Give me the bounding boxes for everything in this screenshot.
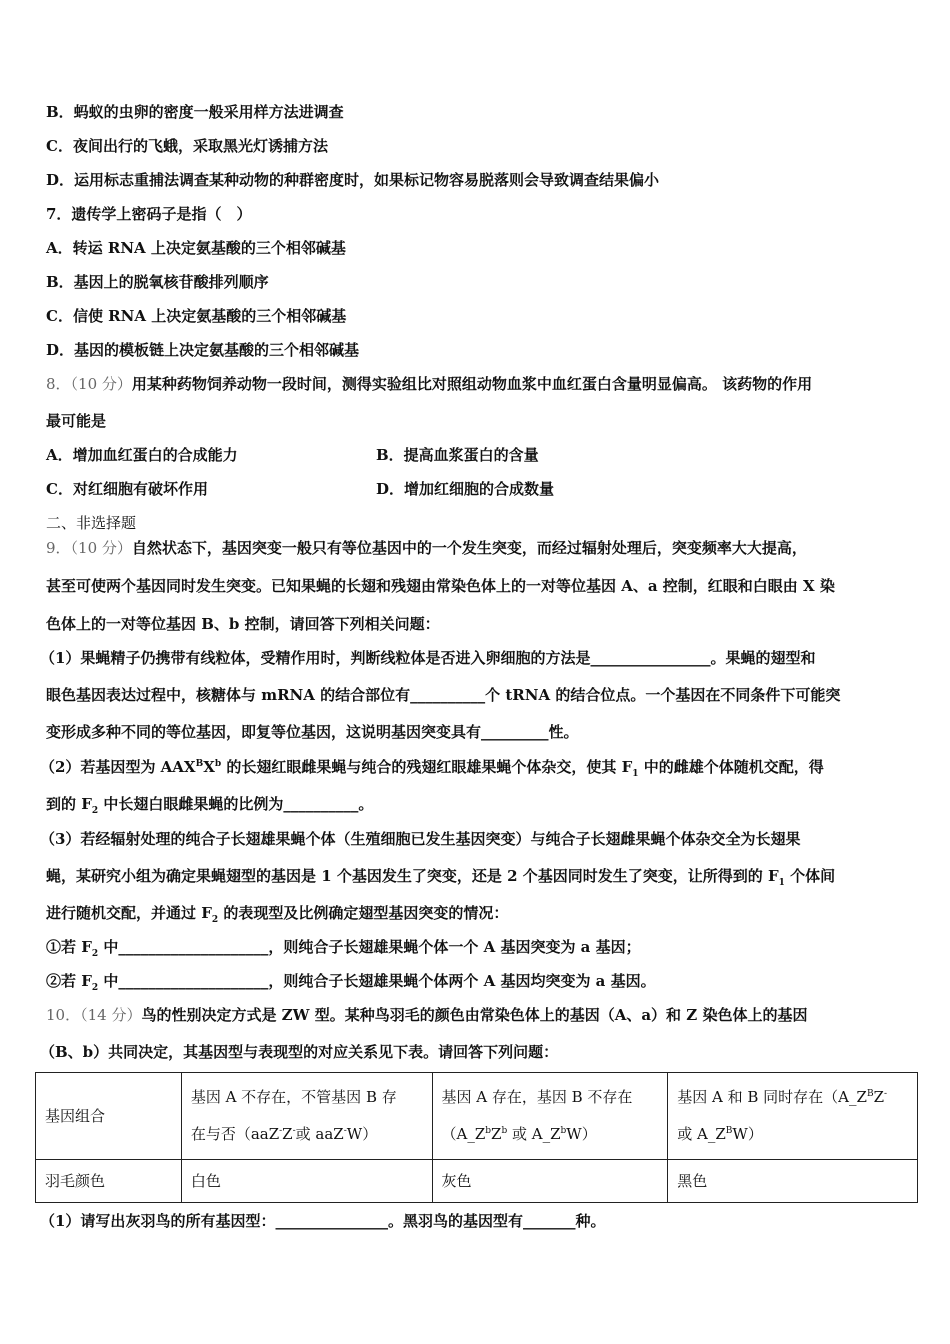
text: 在与否（aaZ — [190, 1125, 280, 1143]
text: 个体间 — [784, 867, 836, 885]
question-text: 用某种药物饲养动物一段时间，测得实验组比对照组动物血浆中血红蛋白含量明显偏高。 该药物的作用 — [131, 375, 813, 393]
q9-case2 — [46, 971, 656, 991]
question-number: 8． — [46, 375, 71, 393]
question-10-line2: （B、b）共同决定，其基因型与表现型的对应关系见下表。请回答下列问题： — [40, 1043, 559, 1061]
q9-part3-line1: （3）若经辐射处理的纯合子长翅雄果蝇个体（生殖细胞已发生基因突变）与纯合子长翅雌果蝇个体杂交全为长翅果 — [40, 830, 801, 848]
superscript: - — [343, 1126, 347, 1136]
cell-text: 基因组合 — [45, 1106, 106, 1125]
question-9-line3: 色体上的一对等位基因 B、b 控制，请回答下列相关问题： — [46, 615, 440, 633]
superscript: b — [501, 1126, 508, 1136]
text: 中____________________，则纯合子长翅雄果蝇个体一个 A 基因突变为 a 基因； — [98, 938, 641, 956]
superscript: B — [866, 1089, 874, 1099]
superscript: - — [884, 1089, 888, 1099]
text: 或 aaZ — [295, 1125, 344, 1143]
subscript: 1 — [632, 769, 639, 779]
cell-line — [191, 1116, 423, 1153]
q9-part3-line3 — [46, 903, 508, 923]
text: 的表现型及比例确定翅型基因突变的情况： — [218, 904, 509, 922]
cell-text: 黑色 — [677, 1172, 708, 1190]
text: Z — [282, 1125, 293, 1143]
text: 中长翅白眼雌果蝇的比例为__________。 — [98, 795, 374, 813]
text: ①若 F — [46, 938, 92, 956]
superscript: b — [214, 759, 222, 769]
option-6b: B．蚂蚁的虫卵的密度一般采用样方法进调查 — [46, 103, 344, 121]
superscript: - — [292, 1126, 296, 1136]
option-7d: D．基因的模板链上决定氨基酸的三个相邻碱基 — [46, 341, 360, 359]
option-8c: C．对红细胞有破坏作用 — [46, 480, 208, 498]
text: 进行随机交配，并通过 F — [46, 904, 212, 922]
question-text: 自然状态下，基因突变一般只有等位基因中的一个发生突变，而经过辐射处理后，突变频率大大提高， — [131, 539, 807, 557]
q9-part1-line2: 眼色基因表达过程中，核糖体与 mRNA 的结合部位有__________个 tRNA 的结合位点。一个基因在不同条件下可能突 — [46, 686, 841, 704]
cell-line — [677, 1079, 908, 1116]
text: （A_Z — [441, 1125, 486, 1143]
subscript: 1 — [778, 878, 785, 888]
question-10 — [46, 1005, 807, 1025]
text: ②若 F — [46, 972, 92, 990]
cell-line: 基因 A 存在，基因 B 不存在 — [441, 1088, 633, 1106]
table-cell — [181, 1160, 432, 1203]
question-7: 7．遗传学上密码子是指（ ） — [46, 205, 252, 223]
text: 基因 A 和 B 同时存在（A_Z — [677, 1088, 867, 1106]
q10-part1: （1）请写出灰羽鸟的所有基因型：_______________。黑羽鸟的基因型有_______种。 — [40, 1212, 606, 1230]
table-cell — [36, 1073, 182, 1160]
question-text: 鸟的性别决定方式是 ZW 型。某种鸟羽毛的颜色由常染色体上的基因（A、a）和 Z 染色体上的基因 — [141, 1006, 808, 1024]
option-7c: C．信使 RNA 上决定氨基酸的三个相邻碱基 — [46, 307, 347, 325]
superscript: - — [279, 1126, 283, 1136]
option-7b: B．基因上的脱氧核苷酸排列顺序 — [46, 273, 269, 291]
option-8b: B．提高血浆蛋白的含量 — [376, 446, 539, 464]
question-8-cont: 最可能是 — [46, 412, 107, 430]
option-8d: D．增加红细胞的合成数量 — [376, 480, 555, 498]
table-cell — [36, 1160, 182, 1203]
table-cell — [432, 1160, 668, 1203]
q9-part2-line2 — [46, 794, 373, 814]
superscript: B — [725, 1126, 733, 1136]
question-9 — [46, 538, 807, 558]
q9-part1-line3: 变形成多种不同的等位基因，即复等位基因，这说明基因突变具有_________性。 — [46, 723, 579, 741]
option-8a: A．增加血红蛋白的合成能力 — [46, 446, 238, 464]
option-6d: D．运用标志重捕法调查某种动物的种群密度时，如果标记物容易脱落则会导致调查结果偏小 — [46, 171, 660, 189]
text: 蝇，某研究小组为确定果蝇翅型的基因是 1 个基因发生了突变，还是 2 个基因同时发生了突变，让所得到的 F — [46, 867, 779, 885]
text: Z — [491, 1125, 502, 1143]
section-heading: 二、非选择题 — [46, 514, 137, 532]
text: 或 A_Z — [677, 1125, 726, 1143]
text: W） — [732, 1125, 763, 1143]
superscript: b — [485, 1126, 492, 1136]
cell-line — [677, 1116, 908, 1153]
text: 的长翅红眼雌果蝇与纯合的残翅红眼雄果蝇个体杂交，使其 F — [221, 758, 633, 776]
text: W） — [566, 1125, 597, 1143]
superscript: b — [560, 1126, 567, 1136]
cell-text: 灰色 — [441, 1172, 472, 1190]
table-row — [36, 1073, 918, 1160]
subscript: 2 — [91, 949, 99, 959]
superscript: B — [195, 759, 204, 769]
text: 中的雌雄个体随机交配，得 — [638, 758, 824, 776]
text: 中____________________，则纯合子长翅雄果蝇个体两个 A 基因均突变为 a 基因。 — [98, 972, 656, 990]
option-6c: C．夜间出行的飞蛾，采取黑光灯诱捕方法 — [46, 137, 328, 155]
cell-text: 白色 — [190, 1172, 221, 1190]
text: X — [203, 758, 215, 776]
q9-part3-line2 — [46, 866, 835, 886]
score: （14 分） — [80, 1006, 142, 1024]
q9-part1-line1: （1）果蝇精子仍携带有线粒体，受精作用时，判断线粒体是否进入卵细胞的方法是________________。果蝇的翅型和 — [40, 649, 816, 667]
table-cell — [181, 1073, 432, 1160]
score: （10 分） — [70, 375, 132, 393]
table-row — [36, 1160, 918, 1203]
question-number: 9． — [46, 539, 71, 557]
question-8 — [46, 374, 812, 394]
option-7a: A．转运 RNA 上决定氨基酸的三个相邻碱基 — [46, 239, 346, 257]
text: 或 A_Z — [507, 1125, 561, 1143]
cell-text: 羽毛颜色 — [45, 1172, 106, 1190]
subscript: 2 — [211, 915, 219, 925]
text: 到的 F — [46, 795, 92, 813]
genotype-table — [35, 1072, 918, 1203]
subscript: 2 — [91, 983, 99, 993]
text: （2）若基因型为 AAX — [40, 758, 196, 776]
question-9-line2: 甚至可使两个基因同时发生突变。已知果蝇的长翅和残翅由常染色体上的一对等位基因 A、a 控制，红眼和白眼由 X 染 — [46, 577, 835, 595]
table-cell — [668, 1160, 918, 1203]
text: W） — [346, 1125, 378, 1143]
table-cell — [668, 1073, 918, 1160]
table-cell — [432, 1073, 668, 1160]
score: （10 分） — [70, 539, 132, 557]
question-number: 10． — [46, 1006, 81, 1024]
q9-case1 — [46, 937, 641, 957]
cell-line — [442, 1116, 659, 1153]
text: Z — [873, 1088, 884, 1106]
cell-line: 基因 A 不存在，不管基因 B 存 — [190, 1088, 397, 1106]
subscript: 2 — [91, 806, 99, 816]
q9-part2-line1 — [40, 757, 824, 777]
